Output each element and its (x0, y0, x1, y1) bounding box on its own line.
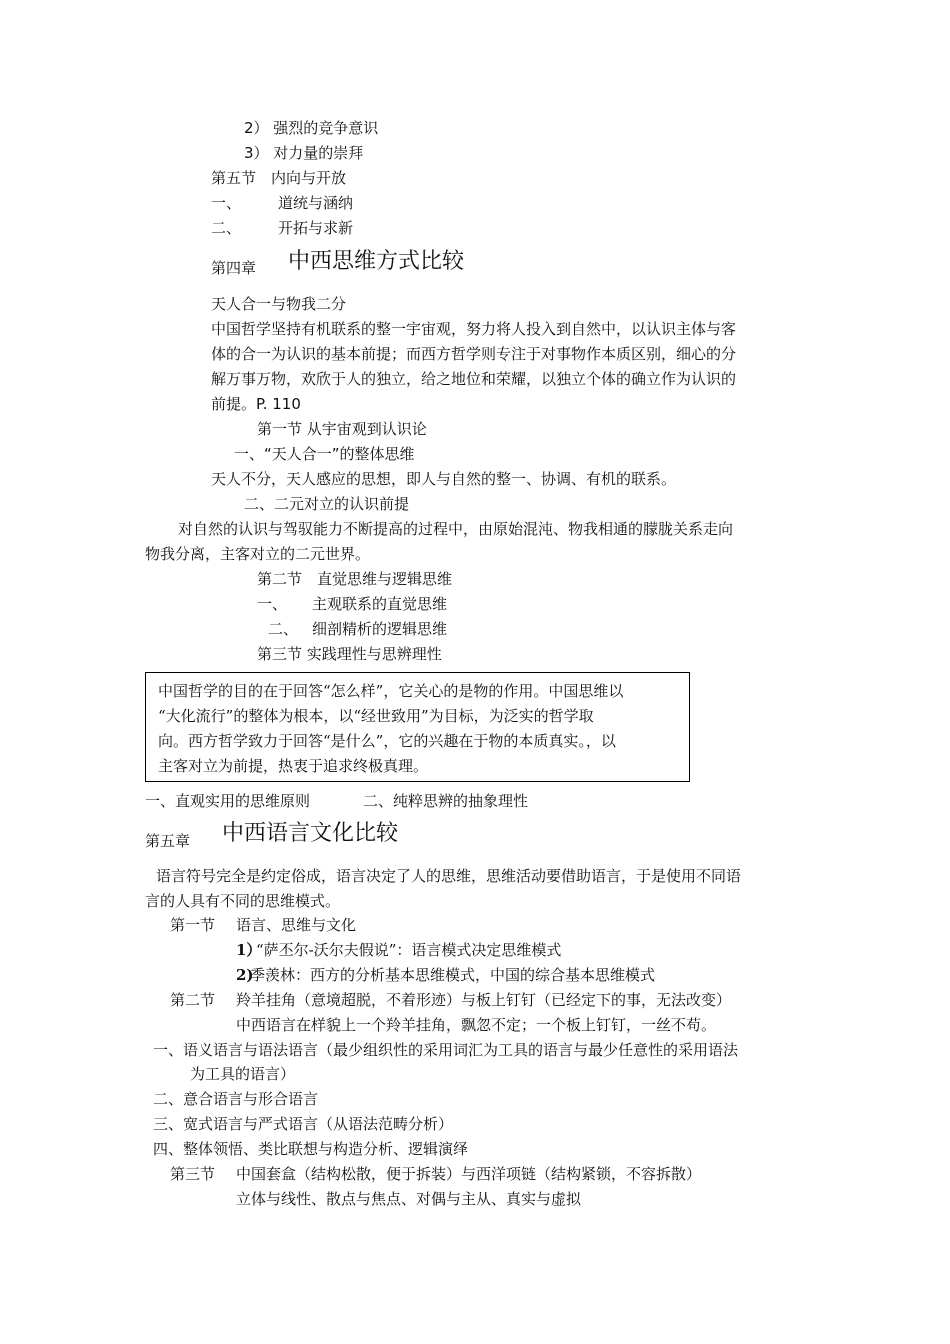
box-line: 向。西方哲学致力于回答“是什么”，它的兴趣在于物的本质真实。，以 (158, 732, 616, 750)
section-heading: 第三节 实践理性与思辨理性 (257, 645, 442, 663)
item-number: 一、 (257, 595, 288, 613)
list-item-2: 2） 强烈的竞争意识 (244, 119, 379, 137)
list-item: 三、宽式语言与严式语言（从语法范畴分析） (153, 1115, 454, 1133)
section-label: 第一节 (170, 916, 216, 934)
item-number: 二、 (268, 620, 299, 638)
chapter-label: 第五章 (145, 832, 191, 850)
list-item: 二、意合语言与形合语言 (153, 1090, 319, 1108)
paragraph-line: 解万事万物，欢欣于人的独立，给之地位和荣耀，以独立个体的确立作为认识的 (211, 370, 737, 388)
section-heading: 第二节 直觉思维与逻辑思维 (257, 570, 453, 588)
paragraph-line: 天人不分，天人感应的思想，即人与自然的整一、协调、有机的联系。 (211, 470, 677, 488)
paragraph-line: 言的人具有不同的思维模式。 (145, 892, 341, 910)
list-item: 四、整体领悟、类比联想与构造分析、逻辑演绎 (153, 1140, 469, 1158)
paragraph-line: 中西语言在样貌上一个羚羊挂角，飘忽不定；一个板上钉钉，一丝不苟。 (236, 1016, 717, 1034)
paragraph-line: 物我分离，主客对立的二元世界。 (145, 545, 371, 563)
item-text: 季羡林：西方的分析基本思维模式，中国的综合基本思维模式 (250, 966, 656, 984)
item-number: 二、 (211, 219, 242, 237)
subheading: 一、直观实用的思维原则 (145, 792, 311, 810)
list-item-continued: 为工具的语言） (190, 1065, 296, 1083)
box-line: 中国哲学的目的在于回答“怎么样”，它关心的是物的作用。中国思维以 (158, 682, 624, 700)
subheading: 天人合一与物我二分 (211, 295, 347, 313)
list-item-3: 3） 对力量的崇拜 (244, 144, 364, 162)
item-text: 开拓与求新 (278, 219, 354, 237)
section-heading: 第五节 内向与开放 (211, 169, 347, 187)
item-text: 细剖精析的逻辑思维 (312, 620, 448, 638)
paragraph-line: 体的合一为认识的基本前提；而西方哲学则专注于对事物作本质区别，细心的分 (211, 345, 737, 363)
section-text: 中国套盒（结构松散，便于拆装）与西洋项链（结构紧锁，不容拆散） (236, 1165, 702, 1183)
box-line: 主客对立为前提，热衷于追求终极真理。 (158, 757, 429, 775)
paragraph-line: 前提。P. 110 (211, 395, 301, 413)
item-text: 主观联系的直觉思维 (312, 595, 448, 613)
section-heading: 第一节 从宇宙观到认识论 (257, 420, 427, 438)
section-label: 第二节 (170, 991, 216, 1009)
chapter-title: 中西语言文化比较 (222, 821, 399, 846)
item-text: 道统与涵纳 (278, 194, 354, 212)
subheading: 二、纯粹思辨的抽象理性 (363, 792, 529, 810)
item-number: 2) (236, 966, 254, 984)
section-text: 语言、思维与文化 (236, 916, 357, 934)
quote-box (145, 672, 690, 782)
box-line: “大化流行”的整体为根本，以“经世致用”为目标，为泛实的哲学取 (158, 707, 594, 725)
chapter-title: 中西思维方式比较 (288, 249, 465, 274)
chapter-label: 第四章 (211, 259, 257, 277)
list-item: 一、语义语言与语法语言（最少组织性的采用词汇为工具的语言与最少任意性的采用语法 (153, 1041, 739, 1059)
item-number: 一、 (211, 194, 242, 212)
paragraph-line: 语言符号完全是约定俗成，语言决定了人的思维，思维活动要借助语言，于是使用不同语 (156, 867, 742, 885)
subheading: 二、二元对立的认识前提 (244, 495, 410, 513)
item-number: 1） (236, 941, 262, 959)
item-text: “萨丕尔-沃尔夫假说”：语言模式决定思维模式 (256, 941, 562, 959)
subheading: 一、“天人合一”的整体思维 (234, 445, 415, 463)
section-label: 第三节 (170, 1165, 216, 1183)
paragraph-line: 立体与线性、散点与焦点、对偶与主从、真实与虚拟 (236, 1190, 582, 1208)
section-text: 羚羊挂角（意境超脱，不着形迹）与板上钉钉（已经定下的事，无法改变） (236, 991, 732, 1009)
paragraph-line: 对自然的认识与驾驭能力不断提高的过程中，由原始混沌、物我相通的朦胧关系走向 (178, 520, 734, 538)
paragraph-line: 中国哲学坚持有机联系的整一宇宙观，努力将人投入到自然中，以认识主体与客 (211, 320, 737, 338)
